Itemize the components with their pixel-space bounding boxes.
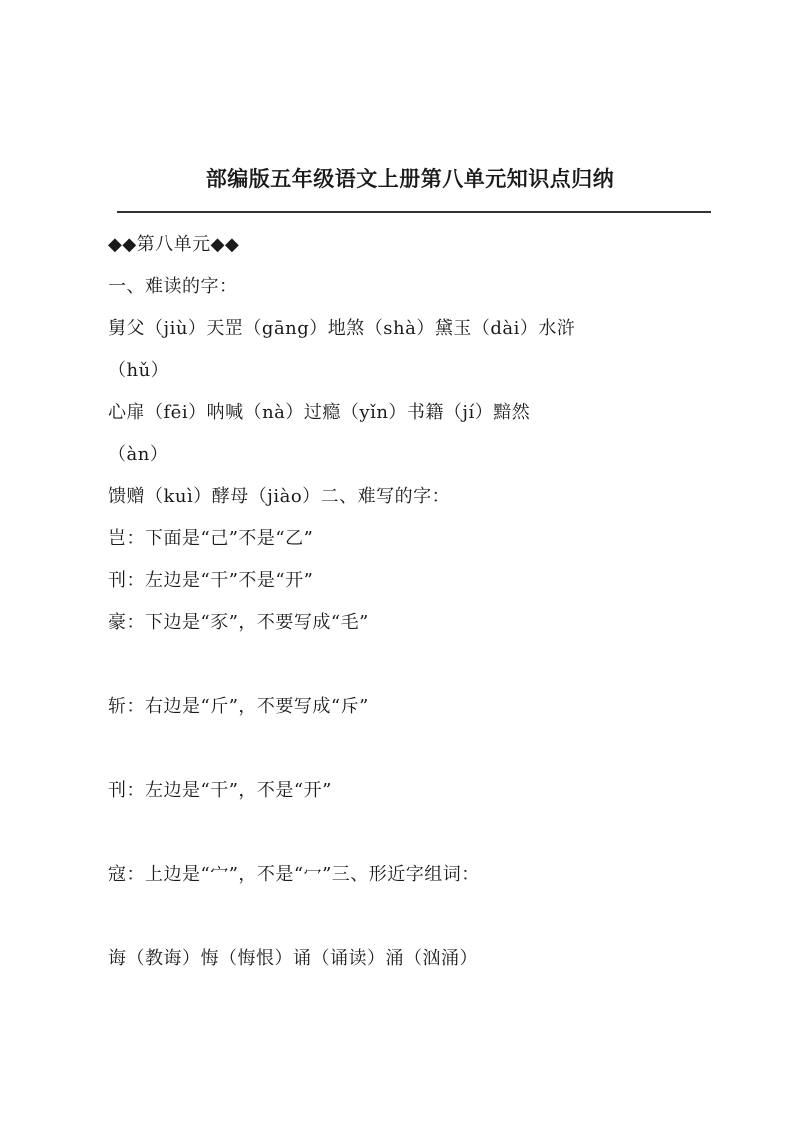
text-line: 诲（教诲）悔（悔恨）诵（诵读）涌（汹涌） [108,948,478,969]
text-line: 豪：下边是“豕”，不要写成“毛” [108,612,369,633]
title-underline [117,211,711,213]
text-line: 刊：左边是“干”，不是“开” [108,780,332,801]
text-line: 馈赠（kuì）酵母（jiào）二、难写的字： [108,486,451,507]
text-line: 心扉（fēi）呐喊（nà）过瘾（yǐn）书籍（jí）黯然 [108,402,531,423]
subheading-difficult-to-read: 一、难读的字： [108,276,238,297]
text-line: 岂：下面是“己”不是“乙” [108,528,314,549]
document-title: 部编版五年级语文上册第八单元知识点归纳 [205,166,615,191]
text-line: 舅父（jiù）天罡（gāng）地煞（shà）黛玉（dài）水浒 [108,318,576,339]
text-line: （àn） [108,444,169,465]
text-line: 刊：左边是“干”不是“开” [108,570,314,591]
section-heading-unit-eight: ◆◆第八单元◆◆ [108,234,240,255]
text-line: 斩：右边是“斤”，不要写成“斥” [108,696,369,717]
text-line: 寇：上边是“宀”，不是“冖”三、形近字组词： [108,864,480,885]
text-line: （hǔ） [108,360,170,381]
